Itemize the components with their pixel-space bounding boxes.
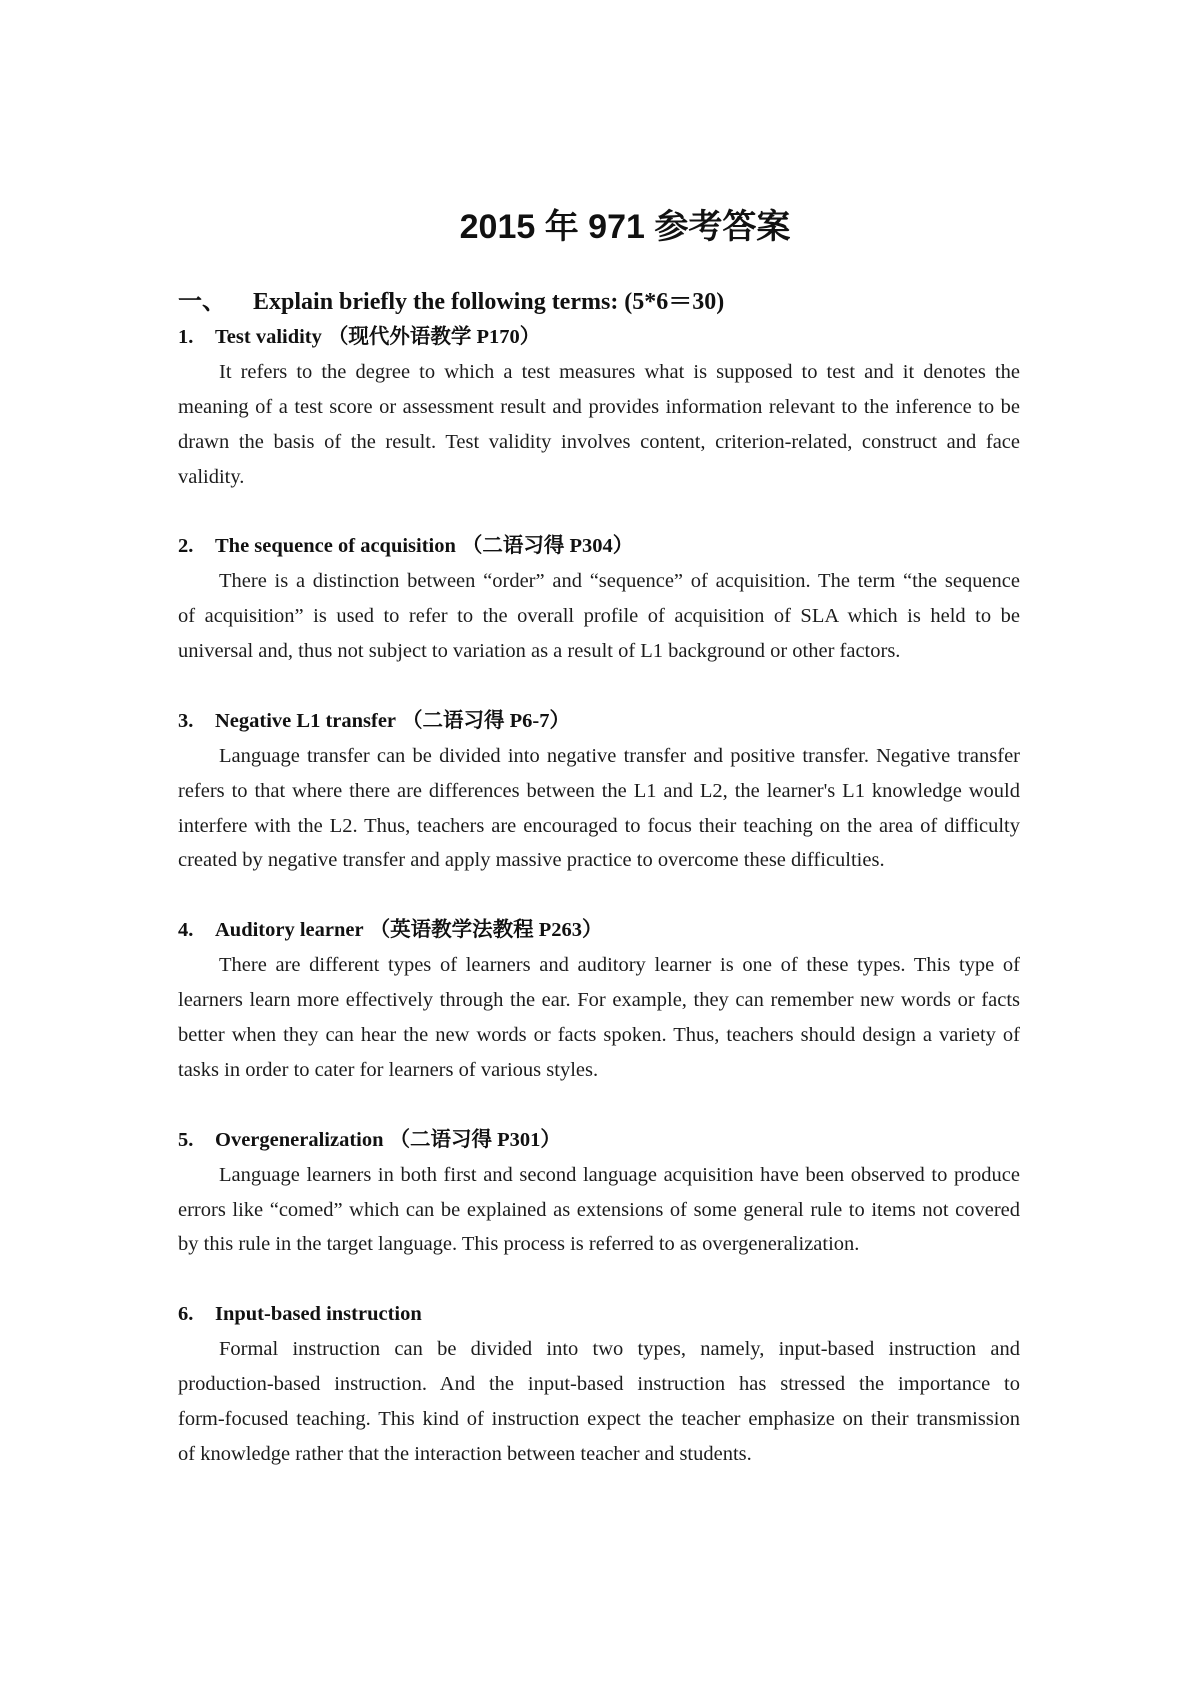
term-reference: （二语习得 P304） <box>461 535 634 558</box>
term-answer <box>178 564 1020 669</box>
term-reference: （现代外语教学 P170） <box>327 325 541 348</box>
answer-line: meaning of a test score or assessment result and provides information relevant to the inference to be <box>178 395 1020 418</box>
answer-line: There are different types of learners and auditory learner is one of these types. This type of <box>219 954 1020 977</box>
term-number: 5. <box>178 1128 194 1151</box>
page-title: 2015 年 971 参考答案 <box>459 208 791 246</box>
section-number: 一、 <box>178 289 226 315</box>
term-reference: （英语教学法教程 P263） <box>369 919 603 942</box>
term-heading <box>178 1297 1020 1332</box>
answer-line: better when they can hear the new words or facts spoken. Thus, teachers should design a variety of <box>178 1023 1020 1046</box>
term-name: Test validity <box>215 325 322 348</box>
term-name: The sequence of acquisition <box>215 535 456 558</box>
term-item-6 <box>178 1297 1020 1472</box>
term-number: 4. <box>178 919 194 942</box>
term-item-4 <box>178 913 1020 1088</box>
term-heading <box>178 1123 1020 1158</box>
term-name: Input-based instruction <box>215 1303 422 1326</box>
term-heading <box>178 913 1020 948</box>
term-heading <box>178 320 1020 355</box>
answer-line: interfere with the L2. Thus, teachers are encouraged to focus their teaching on the area of difficulty <box>178 814 1020 837</box>
answer-line: refers to that where there are differences between the L1 and L2, the learner's L1 knowledge would <box>178 779 1020 802</box>
answer-line: of acquisition” is used to refer to the overall profile of acquisition of SLA which is held to be <box>178 605 1020 628</box>
answer-line: production-based instruction. And the input-based instruction has stressed the importance to <box>178 1373 1020 1396</box>
answer-line: universal and, thus not subject to variation as a result of L1 background or other factors. <box>178 640 901 663</box>
term-answer <box>178 1332 1020 1472</box>
answer-line: errors like “comed” which can be explained as extensions of some general rule to items not covered <box>178 1198 1020 1221</box>
answer-line: of knowledge rather that the interaction between teacher and students. <box>178 1442 752 1465</box>
answer-line: Language transfer can be divided into negative transfer and positive transfer. Negative transfer <box>219 744 1020 767</box>
term-heading <box>178 704 1020 739</box>
term-number: 2. <box>178 535 194 558</box>
answer-line: learners learn more effectively through the ear. For example, they can remember new words or facts <box>178 989 1020 1012</box>
term-heading <box>178 529 1020 564</box>
answer-line: Formal instruction can be divided into two types, namely, input-based instruction and <box>219 1338 1020 1361</box>
term-name: Negative L1 transfer <box>215 709 397 732</box>
term-answer <box>178 355 1020 495</box>
section-heading <box>178 285 1020 320</box>
term-reference: （二语习得 P6-7） <box>402 709 571 732</box>
term-number: 6. <box>178 1303 194 1326</box>
document-content <box>178 285 1020 1472</box>
term-item-5 <box>178 1123 1020 1263</box>
section-title: Explain briefly the following terms: (5*6＝30) <box>253 289 725 315</box>
term-name: Overgeneralization <box>215 1128 384 1151</box>
answer-line: It refers to the degree to which a test measures what is supposed to test and it denotes the <box>219 360 1020 383</box>
term-answer <box>178 1158 1020 1263</box>
term-number: 1. <box>178 325 194 348</box>
answer-line: There is a distinction between “order” and “sequence” of acquisition. The term “the sequence <box>219 570 1020 593</box>
term-name: Auditory learner <box>215 919 364 942</box>
term-item-2 <box>178 529 1020 669</box>
answer-line: drawn the basis of the result. Test validity involves content, criterion-related, construct and face <box>178 430 1020 453</box>
answer-line: validity. <box>178 465 245 488</box>
term-reference: （二语习得 P301） <box>389 1128 561 1151</box>
term-answer <box>178 739 1020 879</box>
answer-line: by this rule in the target language. This process is referred to as overgeneralization. <box>178 1233 860 1256</box>
answer-line: form-focused teaching. This kind of instruction expect the teacher emphasize on their transmission <box>178 1407 1020 1430</box>
term-answer <box>178 948 1020 1088</box>
answer-line: Language learners in both first and second language acquisition have been observed to produce <box>219 1163 1020 1186</box>
term-item-1 <box>178 320 1020 495</box>
answer-line: created by negative transfer and apply massive practice to overcome these difficulties. <box>178 849 885 872</box>
term-item-3 <box>178 704 1020 879</box>
term-number: 3. <box>178 709 194 732</box>
answer-line: tasks in order to cater for learners of various styles. <box>178 1058 599 1081</box>
